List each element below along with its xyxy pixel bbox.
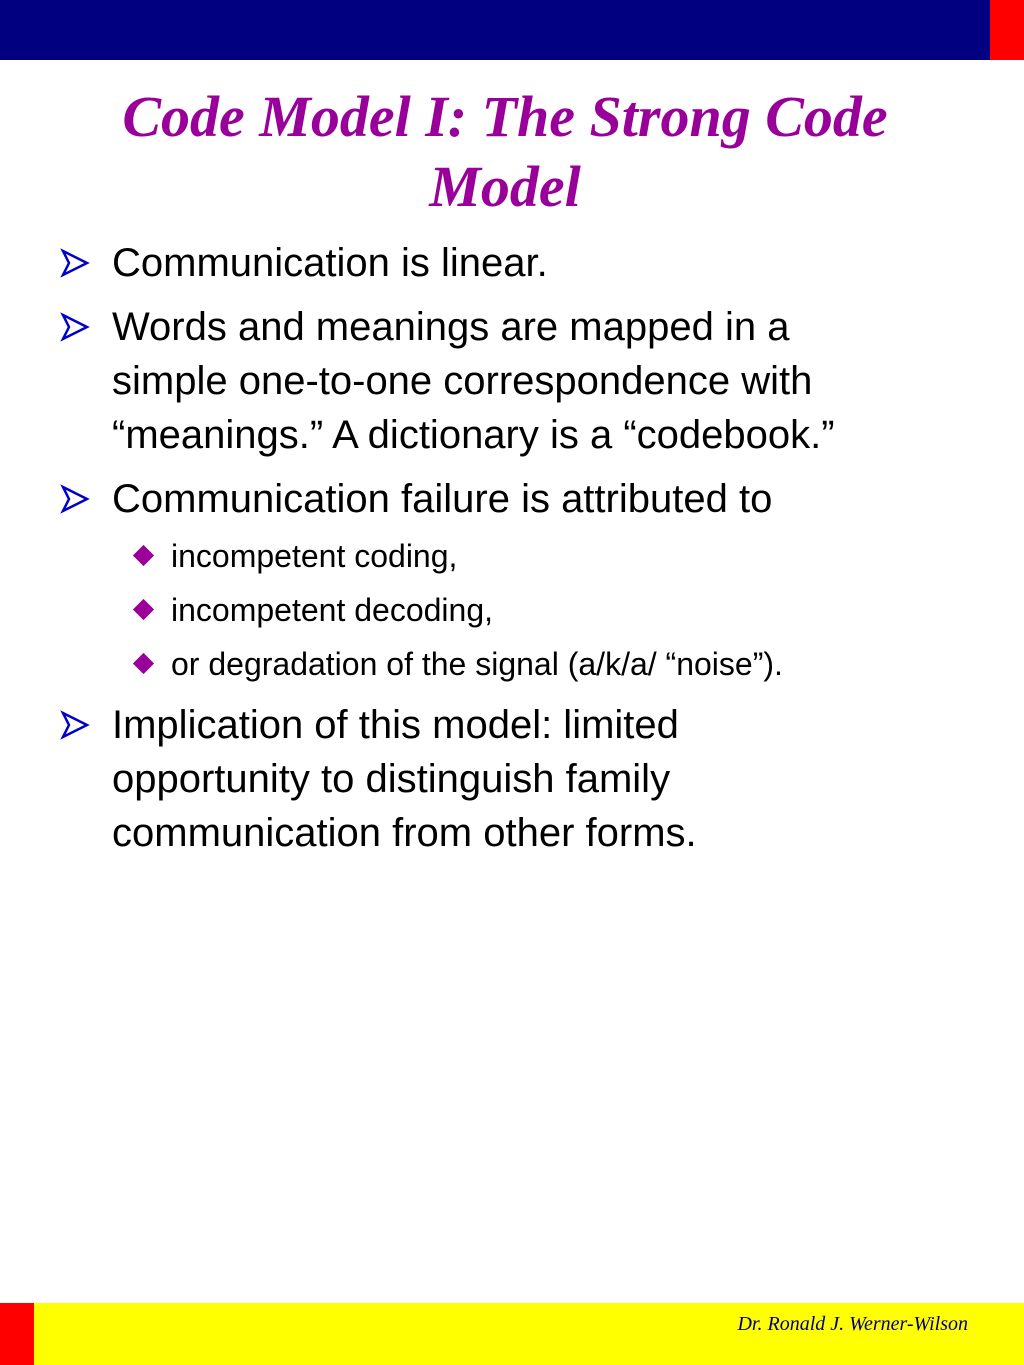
sub-bullet-text: incompetent coding, — [171, 538, 458, 574]
bullet-list — [60, 236, 1000, 870]
title-line: Code Model I: The Strong Code — [122, 84, 888, 149]
diamond-bullet-icon — [133, 599, 154, 620]
bullet-text: Communication failure is attributed to — [112, 477, 773, 521]
footer-author: Dr. Ronald J. Werner-Wilson — [737, 1313, 968, 1335]
bottom-red-accent — [0, 1303, 34, 1365]
bullet-text: simple one-to-one correspondence with — [112, 359, 813, 403]
arrow-bullet-icon — [60, 472, 100, 526]
arrow-bullet-icon — [60, 236, 100, 290]
diamond-bullet-icon — [133, 545, 154, 566]
sub-bullet-list — [60, 536, 1000, 684]
bullet-text: Implication of this model: limited — [112, 703, 679, 747]
bullet-text: communication from other forms. — [112, 811, 697, 855]
sub-bullet-text: incompetent decoding, — [171, 592, 493, 628]
bullet-item — [60, 300, 1000, 462]
bullet-text: “meanings.” A dictionary is a “codebook.” — [112, 413, 835, 457]
arrow-bullet-icon — [60, 698, 100, 752]
bullet-text: Words and meanings are mapped in a — [112, 305, 790, 349]
slide-title — [0, 82, 1010, 222]
top-red-accent — [990, 0, 1024, 60]
diamond-bullet-icon — [133, 653, 154, 674]
bullet-item — [60, 472, 1000, 526]
title-line: Model — [429, 154, 581, 219]
sub-bullet-text: or degradation of the signal (a/k/a/ “noise”). — [171, 646, 783, 682]
arrow-bullet-icon — [60, 300, 100, 354]
bullet-item — [60, 698, 1000, 860]
bullet-text: opportunity to distinguish family — [112, 757, 671, 801]
bullet-item — [60, 236, 1000, 290]
sub-bullet-item — [60, 536, 1000, 576]
sub-bullet-item — [60, 644, 1000, 684]
top-banner — [0, 0, 1024, 60]
bullet-text: Communication is linear. — [112, 241, 548, 285]
sub-bullet-item — [60, 590, 1000, 630]
